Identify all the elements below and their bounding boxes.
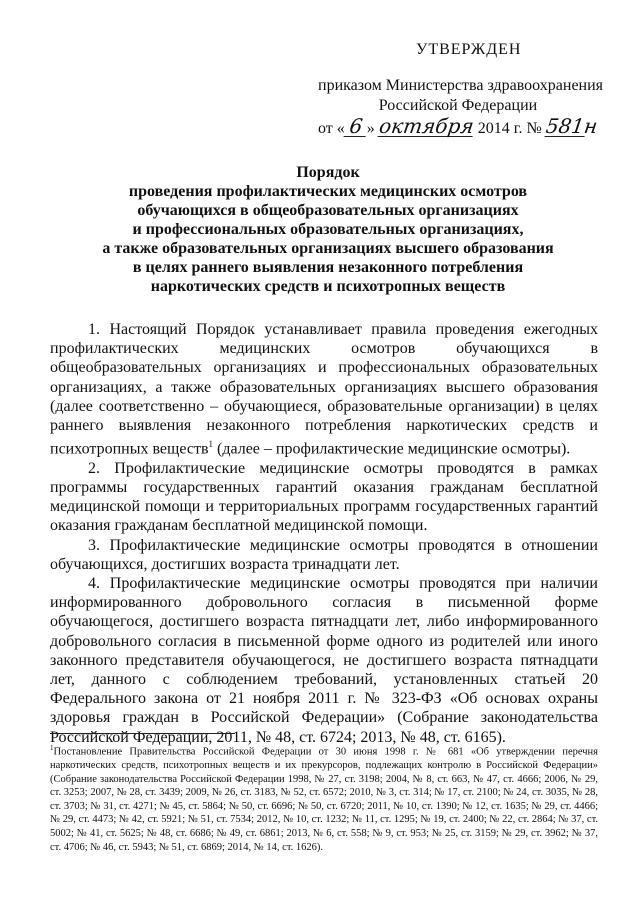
footnote-text: Постановление Правительства Российской Федерации от 30 июня 1998 г. № 681 «Об утверждении перечня наркотических средств, психотропных веществ и их прекурсоров, подлежащих контролю в Российской Федерации» (Собрание законодательства Российской Федерации 1998, № 27, ст. 3198; 2004, № 8, ст. 663, № 47, ст. 4666; 2006, № 29, ст. 3253; 2007, № 28, ст. 3439; 2009, № 26, ст. 3183, № 52, ст. 6572; 2010, № 3, ст. 314; № 17, ст. 2100; № 24, ст. 3035, № 28, ст. 3703; № 31, ст. 4271; № 45, ст. 5864; № 50, ст. 6696; № 50, ст. 6720; 2011, № 10, ст. 1390; № 12, ст. 1635; № 29, ст. 4466; № 29, ст. 4473; № 42, ст. 5921; № 51, ст. 7534; 2012, № 10, ст. 1232; № 11, ст. 1295; № 19, ст. 2400; № 22, ст. 2864; № 37, ст. 5002; № 41, ст. 5625; № 48, ст. 6686; № 49, ст. 6861; 2013, № 6, ст. 558; № 9, ст. 953; № 25, ст. 3159; № 29, ст. 3962; № 37, ст. 4706; № 46, ст. 5943; № 51, ст. 6869; 2014, № 14, ст. 1626). [50,746,598,853]
date-mid: » [366,120,375,137]
heading-line: а также образовательных организациях высшего образования [102,240,554,257]
date-prefix: от « [318,120,345,137]
document-body [50,320,598,747]
paragraph-1-tail: (далее – профилактические медицинские осмотры). [213,440,571,458]
footnote-ref: 1 [208,439,213,450]
handwritten-order-number: 581н [544,114,599,138]
footnote-marker: 1 [50,744,54,752]
heading-line: проведения профилактических медицинских осмотров [128,183,528,200]
approval-date-line [318,116,608,139]
paragraph-1 [50,320,598,459]
handwritten-day: 6 [343,116,368,137]
heading-line: в целях раннего выявления незаконного потребления [132,259,524,276]
paragraph-2: 2. Профилактические медицинские осмотры проводятся в рамках программы государственных гарантий оказания гражданам бесплатной медицинской помощи и территориальных программ государственных гарантий оказания гражданам бесплатной медицинской помощи. [50,459,598,535]
approval-title: УТВЕРЖДЕН [416,41,522,58]
handwritten-month: октября [377,114,476,138]
approval-issuer: приказом Министерства здравоохранения [318,77,604,94]
paragraph-3: 3. Профилактические медицинские осмотры проводятся в отношении обучающихся, достигших возраста тринадцати лет. [50,536,598,573]
paragraph-4: 4. Профилактические медицинские осмотры проводятся при наличии информированного добровольного согласия в письменной форме обучающегося, достигшего возраста пятнадцати лет, либо информированного добровольного согласия в письменной форме одного из родителей или иного законного представителя обучающегося, не достигшего возраста пятнадцати лет, данного с соблюдением требований, установленных статьей 20 Федерального закона от 21 ноября 2011 г. № 323-ФЗ «Об основах охраны здоровья граждан в Российской Федерации» (Собрание законодательства Российской Федерации, 2011, № 48, ст. 6724; 2013, № 48, ст. 6165). [50,574,598,746]
year-text: 2014 г. № [477,120,542,137]
paragraph-1-text: 1. Настоящий Порядок устанавливает правила проведения ежегодных профилактических медицинских осмотров обучающихся в общеобразовательных организациях и профессиональных образовательных организациях, а также образовательных организациях высшего образования (далее соответственно – обучающиеся, образовательные организации) в целях раннего выявления незаконного потребления наркотических средств и психотропных веществ [50,321,598,458]
heading-line: Порядок [296,164,360,181]
approval-country: Российской Федерации [378,97,538,114]
approval-stamp [318,40,608,139]
footnote-divider [50,733,235,734]
heading-line: наркотических средств и психотропных веществ [150,278,506,295]
footnote [50,742,598,854]
heading-line: обучающихся в общеобразовательных организациях [137,202,519,219]
document-heading [60,163,596,296]
heading-line: и профессиональных образовательных организациях, [132,221,524,238]
